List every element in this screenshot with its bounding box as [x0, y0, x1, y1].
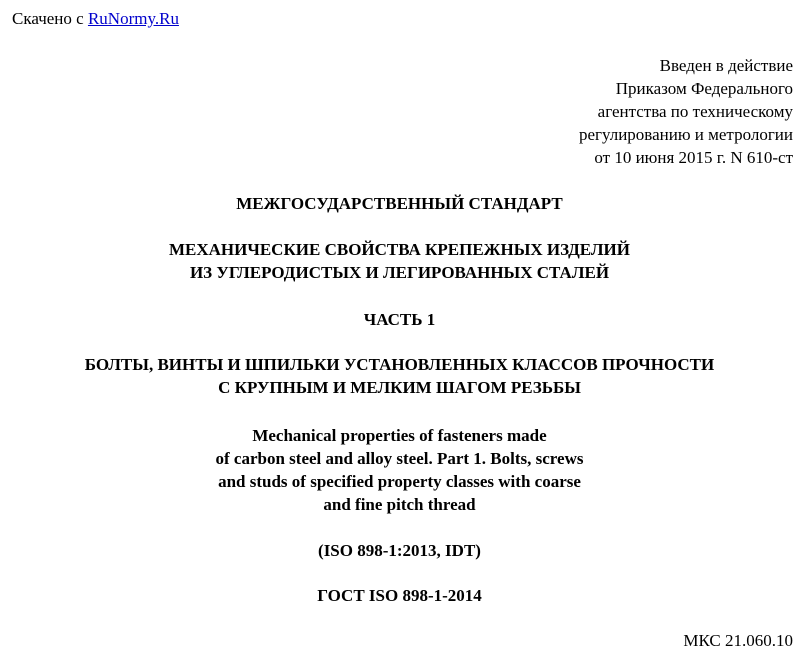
- enactment-line: Введен в действие: [659, 56, 793, 75]
- iso-reference: [0, 539, 799, 562]
- english-title: [0, 424, 799, 516]
- source-link[interactable]: RuNormy.Ru: [87, 9, 179, 28]
- part-heading: [0, 308, 799, 331]
- english-title-line: Mechanical properties of fasteners made: [252, 426, 547, 445]
- russian-subtitle-line: С КРУПНЫМ И МЕЛКИМ ШАГОМ РЕЗЬБЫ: [218, 378, 581, 397]
- enactment-line: Приказом Федерального: [615, 79, 793, 98]
- enactment-line: регулированию и метрологии: [578, 125, 793, 144]
- standard-code-text: ГОСТ ISO 898-1-2014: [317, 586, 482, 605]
- standard-type-label: МЕЖГОСУДАРСТВЕННЫЙ СТАНДАРТ: [236, 194, 563, 213]
- standard-code: [0, 584, 799, 607]
- part-label: ЧАСТЬ 1: [363, 310, 436, 329]
- iso-reference-text: (ISO 898-1:2013, IDT): [318, 541, 481, 560]
- russian-subtitle: [0, 353, 799, 399]
- enactment-line: агентства по техническому: [597, 102, 793, 121]
- russian-subtitle-line: БОЛТЫ, ВИНТЫ И ШПИЛЬКИ УСТАНОВЛЕННЫХ КЛАССОВ ПРОЧНОСТИ: [84, 355, 715, 374]
- standard-type-heading: [0, 192, 799, 215]
- english-title-line: and studs of specified property classes with coarse: [218, 472, 581, 491]
- russian-title: [0, 238, 799, 284]
- english-title-line: of carbon steel and alloy steel. Part 1. Bolts, screws: [215, 449, 584, 468]
- enactment-line: от 10 июня 2015 г. N 610-ст: [594, 148, 793, 167]
- source-line: [12, 8, 179, 30]
- mks-classification: МКС 21.060.10: [683, 631, 793, 650]
- enactment-note: [579, 54, 793, 169]
- english-title-line: and fine pitch thread: [323, 495, 476, 514]
- source-prefix: Скачено с: [12, 9, 88, 28]
- russian-title-line: МЕХАНИЧЕСКИЕ СВОЙСТВА КРЕПЕЖНЫХ ИЗДЕЛИЙ: [168, 240, 631, 259]
- russian-title-line: ИЗ УГЛЕРОДИСТЫХ И ЛЕГИРОВАННЫХ СТАЛЕЙ: [189, 263, 610, 282]
